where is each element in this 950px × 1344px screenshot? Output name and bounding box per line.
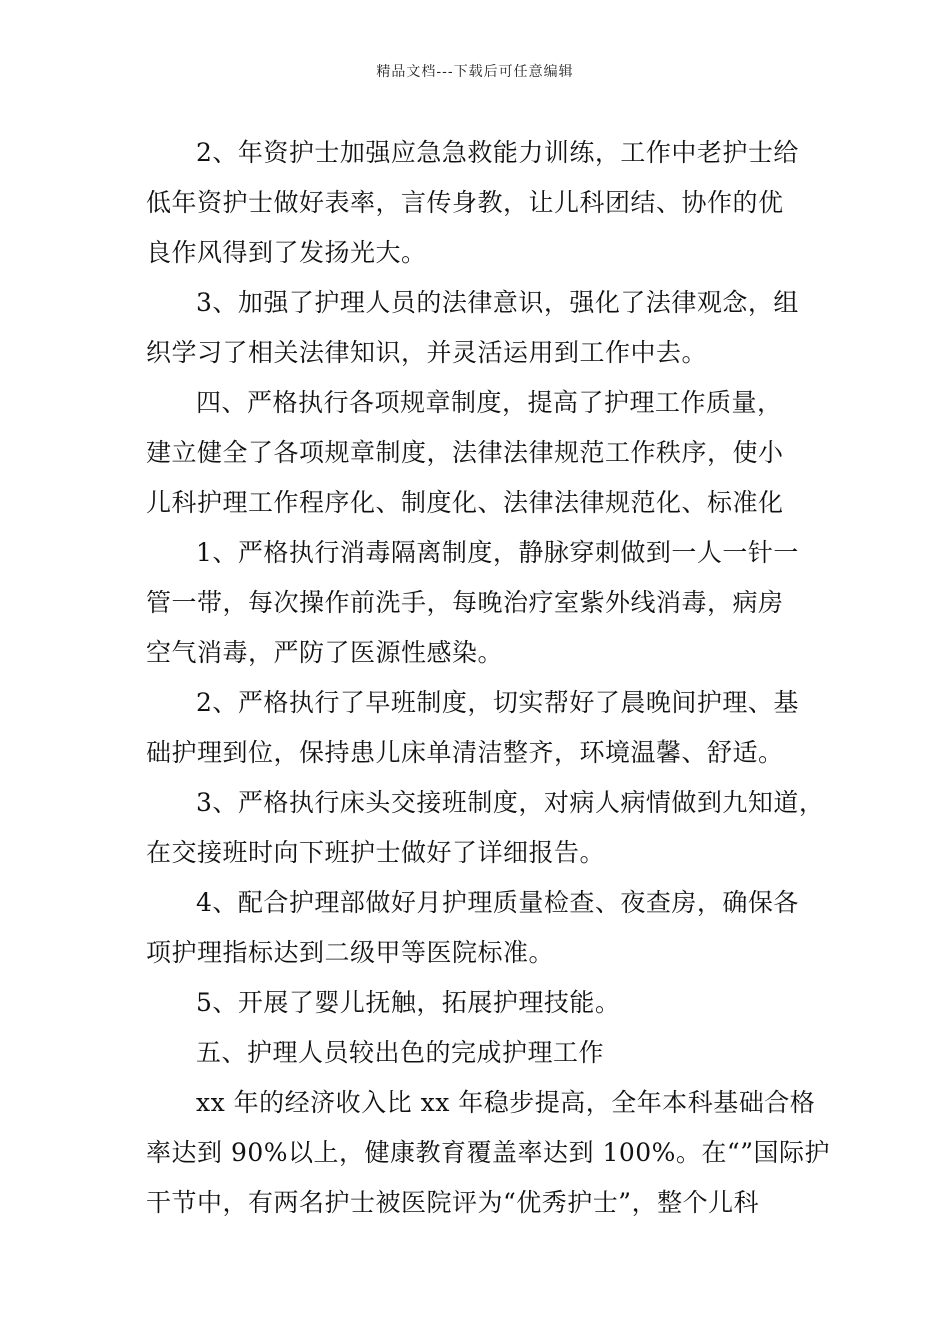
text-line: 1、严格执行消毒隔离制度，静脉穿刺做到一人一针一 bbox=[196, 538, 799, 567]
text-line: 3、严格执行床头交接班制度，对病人病情做到九知道， bbox=[196, 788, 825, 817]
text-line: 2、严格执行了早班制度，切实帮好了晨晚间护理、基 bbox=[196, 688, 799, 717]
text-line: 低年资护士做好表率，言传身教，让儿科团结、协作的优 bbox=[146, 188, 784, 217]
text-line: 干节中，有两名护士被医院评为“优秀护士”，整个儿科 bbox=[146, 1188, 760, 1217]
text-line: 良作风得到了发扬光大。 bbox=[146, 238, 427, 267]
text-line: 4、配合护理部做好月护理质量检查、夜查房，确保各 bbox=[196, 888, 799, 917]
text-line: 率达到 90%以上，健康教育覆盖率达到 100%。在“”国际护 bbox=[146, 1138, 830, 1167]
text-line: 5、开展了婴儿抚触，拓展护理技能。 bbox=[196, 988, 621, 1017]
text-line: 3、加强了护理人员的法律意识，强化了法律观念，组 bbox=[196, 288, 799, 317]
text-line: 建立健全了各项规章制度，法律法律规范工作秩序，使小 bbox=[146, 438, 784, 467]
text-line: 空气消毒，严防了医源性感染。 bbox=[146, 638, 504, 667]
text-line: 管一带，每次操作前洗手，每晚治疗室紫外线消毒，病房 bbox=[146, 588, 784, 617]
text-line: 四、严格执行各项规章制度，提高了护理工作质量， bbox=[196, 388, 783, 417]
text-line: 础护理到位，保持患儿床单清洁整齐，环境温馨、舒适。 bbox=[146, 738, 784, 767]
text-line: 2、年资护士加强应急急救能力训练，工作中老护士给 bbox=[196, 138, 799, 167]
text-line: xx 年的经济收入比 xx 年稳步提高，全年本科基础合格 bbox=[196, 1088, 816, 1117]
document-body bbox=[146, 128, 830, 1228]
text-line: 五、护理人员较出色的完成护理工作 bbox=[196, 1038, 605, 1067]
text-line: 儿科护理工作程序化、制度化、法律法律规范化、标准化 bbox=[146, 488, 784, 517]
page-header: 精品文档---下载后可任意编辑 bbox=[376, 64, 574, 80]
text-line: 织学习了相关法律知识，并灵活运用到工作中去。 bbox=[146, 338, 708, 367]
text-line: 项护理指标达到二级甲等医院标准。 bbox=[146, 938, 555, 967]
text-line: 在交接班时向下班护士做好了详细报告。 bbox=[146, 838, 606, 867]
